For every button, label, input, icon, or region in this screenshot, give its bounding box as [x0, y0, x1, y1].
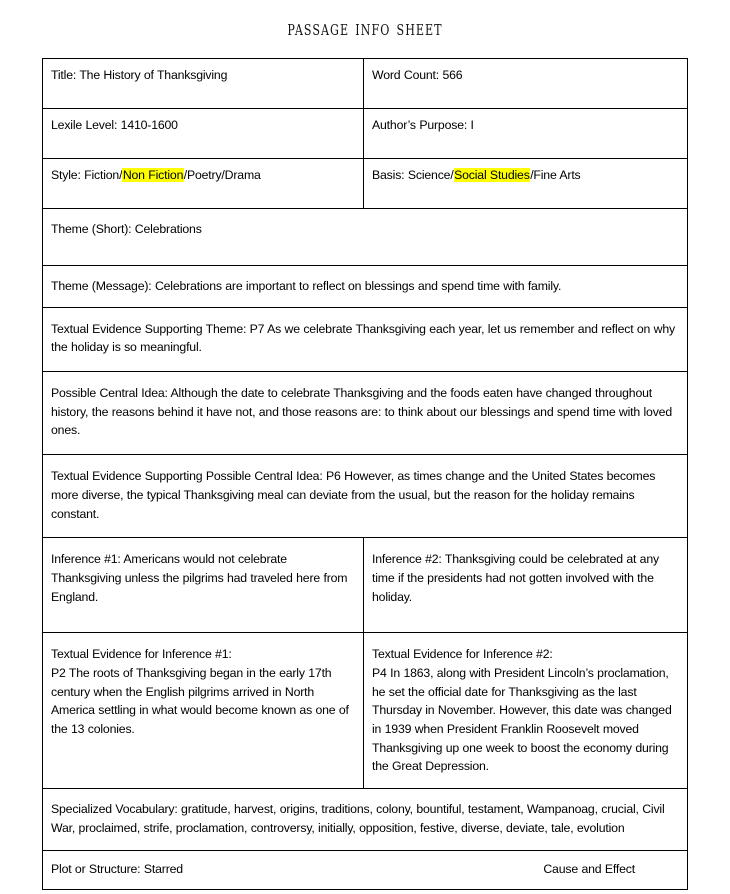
- table-row-textual-evidence-central-idea: [43, 455, 688, 538]
- cell-possible-central-idea: [43, 372, 688, 455]
- style-suffix: /Poetry/Drama: [183, 168, 261, 182]
- word-count-text: Word Count: 566: [372, 68, 463, 82]
- table-row-title-wordcount: [43, 59, 688, 109]
- page-title: passage info sheet: [287, 16, 443, 41]
- basis-highlight: Social Studies: [454, 168, 530, 182]
- textual-evidence-inference-2-heading: Textual Evidence for Inference #2:: [372, 647, 553, 662]
- lexile-level-text: Lexile Level: 1410-1600: [51, 118, 178, 132]
- cell-word-count: [364, 59, 688, 109]
- possible-central-idea-text: Possible Central Idea: Although the date to celebrate Thanksgiving and the foods eaten have changed throughout history, the reasons behind it have not, and those reasons are: to think about our blessings and spend time with loved ones.: [51, 386, 672, 438]
- table-row-theme-short: [43, 209, 688, 266]
- cell-inference-1: [43, 538, 364, 633]
- authors-purpose-text: Author’s Purpose: I: [372, 118, 474, 132]
- specialized-vocabulary-text: Specialized Vocabulary: gratitude, harvest, origins, traditions, colony, bountiful, testament, Wampanoag, crucial, Civil War, proclaimed, strife, proclamation, controversy, initially, opposition, festive, diverse, deviate, tale, evolution: [51, 802, 665, 835]
- table-row-lexile-purpose: [43, 109, 688, 159]
- cell-title: [43, 59, 364, 109]
- basis-suffix: /Fine Arts: [530, 168, 581, 182]
- table-row-textual-evidence-inferences: [43, 633, 688, 789]
- style-highlight: Non Fiction: [122, 168, 184, 182]
- cell-theme-message: [43, 266, 688, 308]
- theme-message-text: Theme (Message): Celebrations are important to reflect on blessings and spend time with family.: [51, 279, 562, 293]
- basis-prefix: Basis: Science/: [372, 168, 454, 182]
- textual-evidence-theme-text: Textual Evidence Supporting Theme: P7 As we celebrate Thanksgiving each year, let us remember and reflect on why the holiday is so meaningful.: [51, 321, 675, 355]
- title-text: Title: The History of Thanksgiving: [51, 68, 228, 82]
- table-row-plot-or-structure: [43, 851, 688, 890]
- cell-textual-evidence-inference-1: [43, 633, 364, 789]
- cell-plot-or-structure: [43, 851, 688, 890]
- plot-or-structure-row: [51, 860, 679, 879]
- table-row-textual-evidence-theme: [43, 307, 688, 371]
- style-prefix: Style: Fiction/: [51, 168, 123, 182]
- cell-inference-2: [364, 538, 688, 633]
- textual-evidence-inference-2-body: P4 In 1863, along with President Lincoln’s proclamation, he set the official date for Thanksgiving as the last Thursday in November. However, this date was changed in 1939 when President Franklin Roosevelt moved Thanksgiving up one week to boost the economy during the Great Depression.: [372, 665, 672, 774]
- cell-theme-short: [43, 209, 688, 266]
- table-row-inferences: [43, 538, 688, 633]
- theme-short-text: Theme (Short): Celebrations: [51, 222, 202, 236]
- table-row-specialized-vocabulary: [43, 789, 688, 851]
- cell-style: [43, 159, 364, 209]
- textual-evidence-inference-1-heading: Textual Evidence for Inference #1:: [51, 647, 232, 662]
- cell-basis: [364, 159, 688, 209]
- inference-2-text: Inference #2: Thanksgiving could be celebrated at any time if the presidents had not gotten involved with the holiday.: [372, 552, 659, 604]
- cell-authors-purpose: [364, 109, 688, 159]
- textual-evidence-inference-1-body: P2 The roots of Thanksgiving began in the early 17th century when the English pilgrims arrived in North America settling in what would become known as one of the 13 colonies.: [51, 665, 349, 736]
- cell-lexile-level: [43, 109, 364, 159]
- table-row-style-basis: [43, 159, 688, 209]
- cell-textual-evidence-inference-2: [364, 633, 688, 789]
- table-row-theme-message: [43, 266, 688, 308]
- plot-or-structure-label: Plot or Structure: Starred: [51, 862, 183, 877]
- cell-specialized-vocabulary: [43, 789, 688, 851]
- table-row-possible-central-idea: [43, 372, 688, 455]
- textual-evidence-central-idea-text: Textual Evidence Supporting Possible Central Idea: P6 However, as times change and the United States becomes more diverse, the typical Thanksgiving meal can deviate from the usual, but the reason for the holiday remains constant.: [51, 469, 656, 521]
- passage-info-table: [42, 58, 688, 890]
- cell-textual-evidence-theme: [43, 307, 688, 371]
- cell-textual-evidence-central-idea: [43, 455, 688, 538]
- inference-1-text: Inference #1: Americans would not celebrate Thanksgiving unless the pilgrims had traveled here from England.: [51, 552, 348, 604]
- plot-or-structure-value: Cause and Effect: [543, 862, 635, 877]
